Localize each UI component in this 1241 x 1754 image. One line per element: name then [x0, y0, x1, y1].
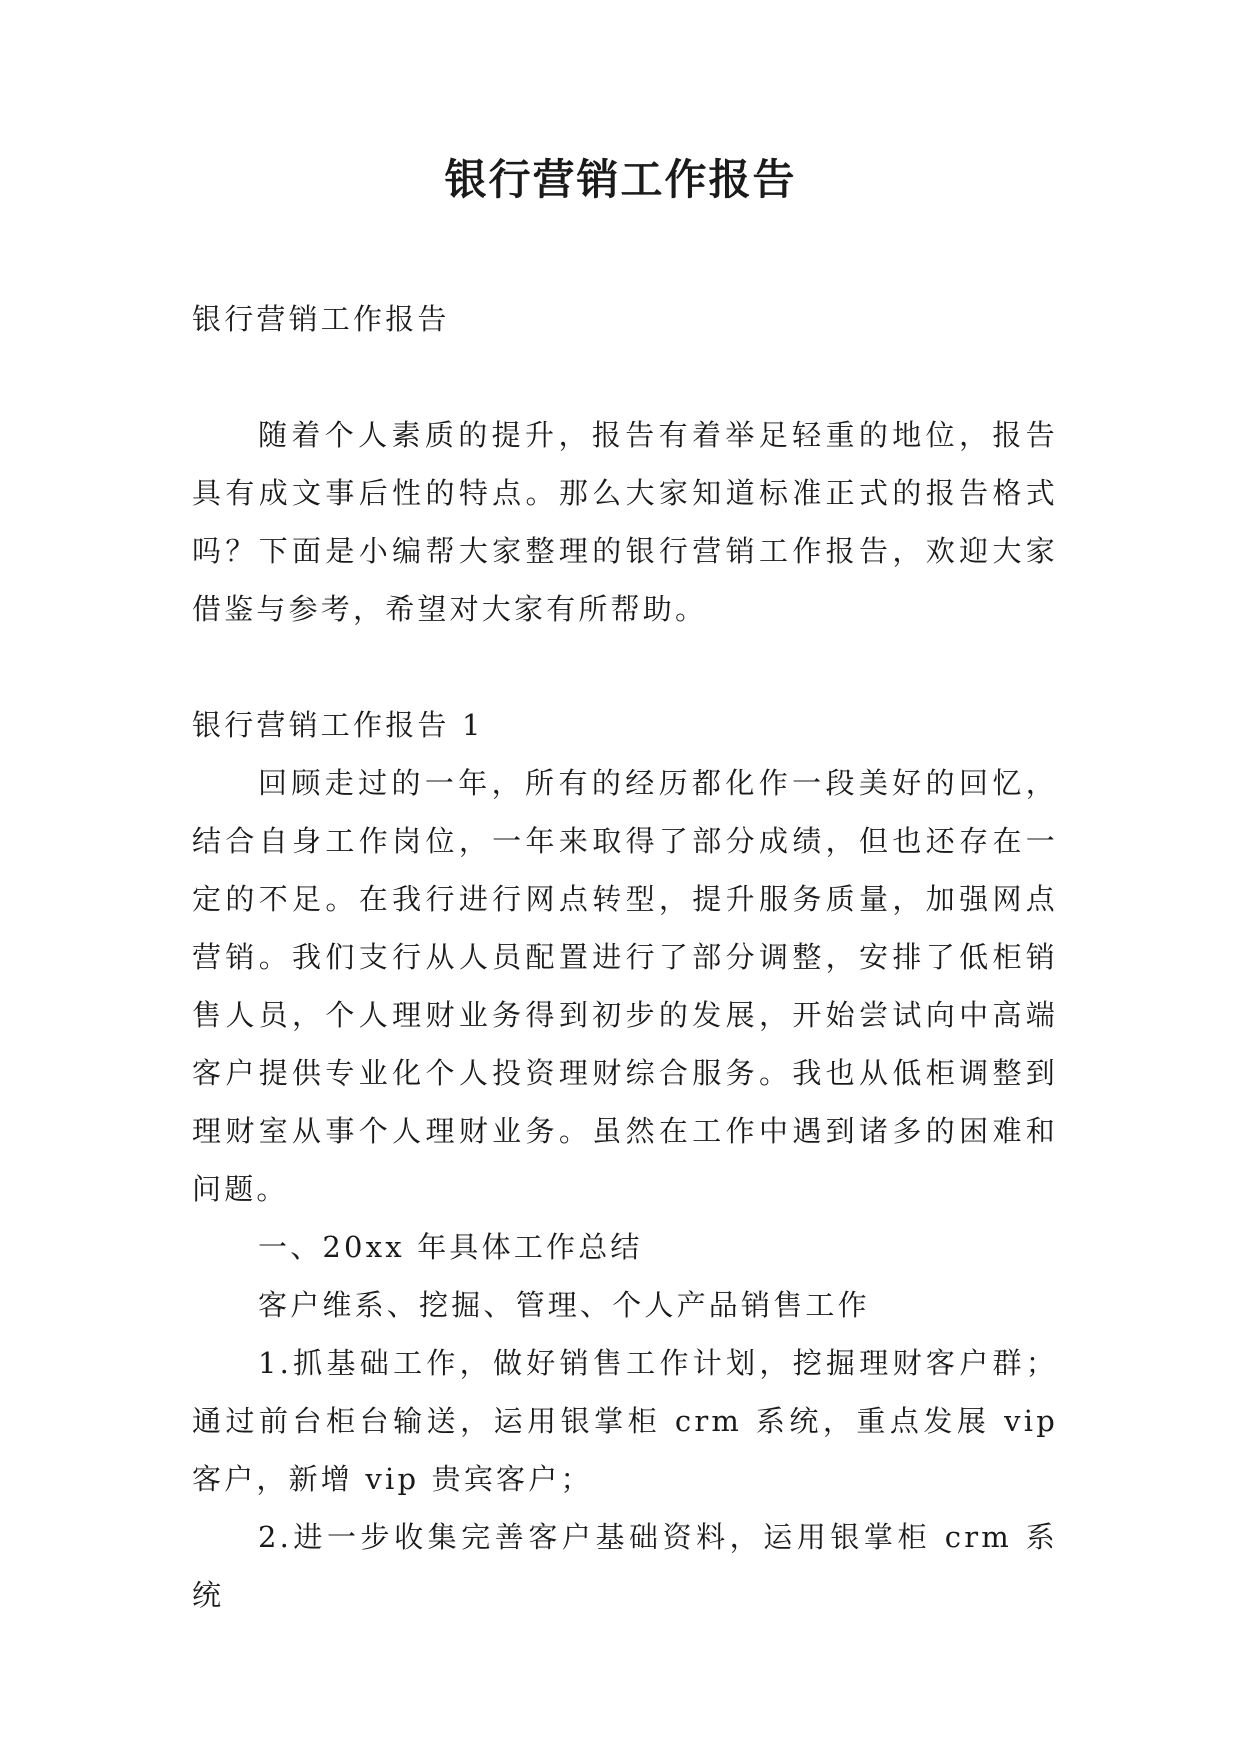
document-body [192, 290, 1058, 1624]
section-heading-1: 银行营销工作报告 1 [192, 708, 484, 742]
intro-paragraph: 随着个人素质的提升，报告有着举足轻重的地位，报告具有成文事后性的特点。那么大家知道标准正式的报告格式吗？下面是小编帮大家整理的银行营销工作报告，欢迎大家借鉴与参考，希望对大家有所帮助。 [192, 418, 1058, 626]
section1-paragraph-1: 回顾走过的一年，所有的经历都化作一段美好的回忆，结合自身工作岗位，一年来取得了部分成绩，但也还存在一定的不足。在我行进行网点转型，提升服务质量，加强网点营销。我们支行从人员配置进行了部分调整，安排了低柜销售人员，个人理财业务得到初步的发展，开始尝试向中高端客户提供专业化个人投资理财综合服务。我也从低柜调整到理财室从事个人理财业务。虽然在工作中遇到诸多的困难和问题。 [192, 766, 1058, 1206]
document-subtitle: 银行营销工作报告 [192, 302, 450, 336]
document-title: 银行营销工作报告 [444, 155, 797, 204]
list-item-2: 2.进一步收集完善客户基础资料，运用银掌柜 crm 系统 [192, 1520, 1058, 1612]
subheading-work-summary: 一、20xx 年具体工作总结 [258, 1230, 643, 1264]
list-item-1: 1.抓基础工作，做好销售工作计划，挖掘理财客户群；通过前台柜台输送，运用银掌柜 crm 系统，重点发展 vip 客户，新增 vip 贵宾客户； [192, 1346, 1058, 1496]
subheading-customer-work: 客户维系、挖掘、管理、个人产品销售工作 [258, 1288, 870, 1322]
